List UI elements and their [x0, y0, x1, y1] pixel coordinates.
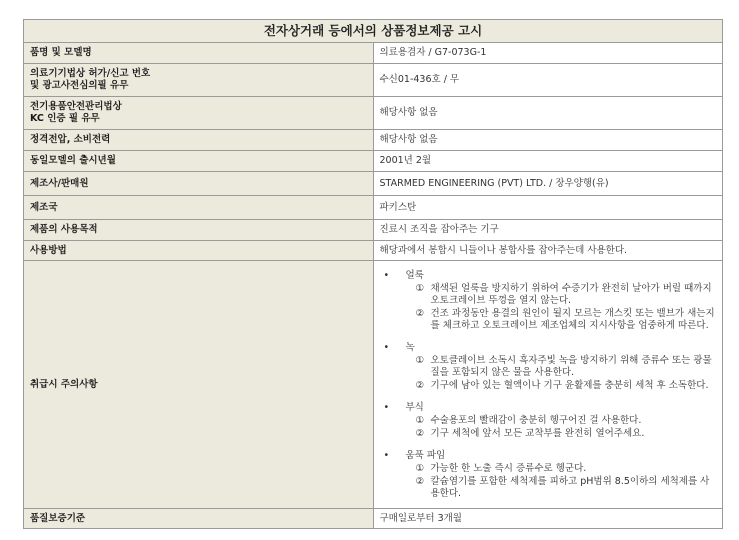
- caution-section: [384, 450, 717, 500]
- section-title: 움푹 파임: [405, 449, 446, 461]
- item-number: ①: [415, 462, 425, 474]
- row-value: STARMED ENGINEERING (PVT) LTD. / 장우양행(유): [373, 172, 723, 196]
- row-label: [24, 64, 374, 97]
- section-title: 부식: [405, 401, 424, 413]
- row-label: 정격전압, 소비전력: [24, 130, 374, 151]
- caution-label: 취급시 주의사항: [24, 261, 374, 509]
- item-number: ②: [415, 307, 425, 319]
- row-value: 2001년 2월: [373, 151, 723, 172]
- item-text: 수술용포의 빨래감이 충분히 헹구어진 걸 사용한다.: [430, 414, 642, 426]
- row-label: 품질보증기준: [24, 509, 374, 529]
- row-label: 제조국: [24, 196, 374, 220]
- row-label-line: KC 인증 필 유무: [30, 113, 100, 124]
- caution-section: [384, 342, 717, 392]
- caution-row: [24, 261, 723, 509]
- bullet-icon: •: [383, 341, 390, 353]
- table-row: [24, 130, 723, 151]
- item-number: ②: [415, 379, 425, 391]
- row-value: 해당사항 없음: [373, 130, 723, 151]
- row-value: 구매일로부터 3개월: [373, 509, 723, 529]
- row-value: 해당사항 없음: [373, 97, 723, 130]
- row-value: 의료용겸자 / G7-073G-1: [373, 43, 723, 64]
- table-row: [24, 151, 723, 172]
- table-row: [24, 241, 723, 261]
- table-row: [24, 97, 723, 130]
- item-number: ②: [415, 475, 425, 487]
- list-item: [416, 283, 717, 307]
- list-item: [416, 428, 717, 440]
- list-item: [416, 355, 717, 379]
- table-row: [24, 196, 723, 220]
- item-text: 칼슘염기를 포함한 세척제를 피하고 pH범위 8.5이하의 세척제를 사용한다.: [430, 475, 710, 499]
- row-value: 수신01-436호 / 무: [373, 64, 723, 97]
- list-item: [416, 476, 717, 500]
- row-label: 제조사/판매원: [24, 172, 374, 196]
- row-value: 진료시 조직을 잡아주는 기구: [373, 220, 723, 241]
- row-label: 사용방법: [24, 241, 374, 261]
- item-text: 오토클레이브 소독시 흑자주빛 녹을 방지하기 위해 증류수 또는 광물질을 포함되지 않은 물을 사용한다.: [430, 354, 712, 378]
- item-text: 채색된 얼룩을 방지하기 위하여 수증기가 완전히 날아가 버릴 때까지 오토크레이브 뚜껑을 열지 않는다.: [430, 282, 712, 306]
- row-label-line: 의료기기법상 허가/신고 번호: [30, 68, 151, 79]
- row-value: 해당과에서 봉합시 니들이나 봉합사를 잡아주는데 사용한다.: [373, 241, 723, 261]
- bullet-icon: •: [383, 401, 390, 413]
- product-info-table: [23, 19, 723, 529]
- list-item: [416, 380, 717, 392]
- row-label: 품명 및 모델명: [24, 43, 374, 64]
- table-row: [24, 64, 723, 97]
- row-label-line: 및 광고사전심의필 유무: [30, 80, 129, 91]
- item-number: ①: [415, 414, 425, 426]
- table-row: [24, 220, 723, 241]
- section-title: 얼룩: [405, 269, 424, 281]
- caution-content: [373, 261, 723, 509]
- row-label-line: 전기용품안전관리법상: [30, 101, 122, 112]
- table-row: [24, 509, 723, 529]
- item-number: ②: [415, 427, 425, 439]
- table-row: [24, 172, 723, 196]
- title-row: [24, 20, 723, 43]
- item-text: 건조 과정동안 용결의 원인이 될지 모르는 개스킷 또는 밸브가 새는지를 체크하고 오토크레이브 제조업체의 지시사항을 엄중하게 따른다.: [430, 307, 715, 331]
- row-label: [24, 97, 374, 130]
- item-text: 가능한 한 노출 즉시 증류수로 헹군다.: [430, 462, 587, 474]
- bullet-icon: •: [383, 449, 390, 461]
- item-number: ①: [415, 354, 425, 366]
- item-text: 기구 세척에 앞서 모든 교착부를 완전히 열어주세요.: [430, 427, 645, 439]
- row-value: 파키스탄: [373, 196, 723, 220]
- caution-section: [384, 402, 717, 440]
- bullet-icon: •: [383, 269, 390, 281]
- section-title: 녹: [405, 341, 415, 353]
- item-text: 기구에 남아 있는 혈액이나 기구 윤활제를 충분히 세척 후 소독한다.: [430, 379, 709, 391]
- list-item: [416, 308, 717, 332]
- list-item: [416, 415, 717, 427]
- item-number: ①: [415, 282, 425, 294]
- product-info-notice: [23, 19, 723, 529]
- list-item: [416, 463, 717, 475]
- table-title: 전자상거래 등에서의 상품정보제공 고시: [24, 20, 723, 43]
- caution-section: [384, 270, 717, 332]
- table-row: [24, 43, 723, 64]
- row-label: 동일모델의 출시년월: [24, 151, 374, 172]
- row-label: 제품의 사용목적: [24, 220, 374, 241]
